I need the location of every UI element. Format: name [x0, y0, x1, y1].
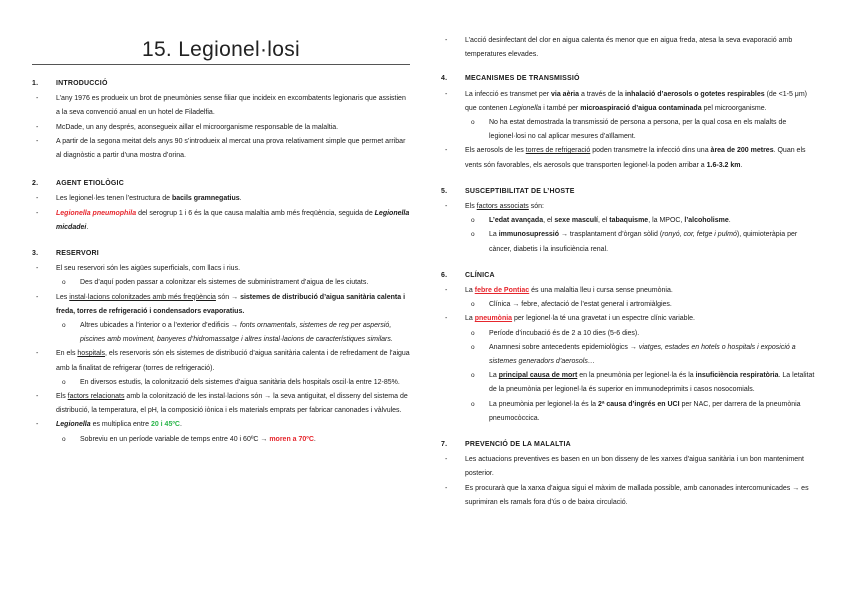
section-heading-susceptibilitat: 5. SUSCEPTIBILITAT DE L’HOSTE: [441, 187, 575, 195]
clinica-list: [441, 284, 817, 298]
agent-list: [32, 192, 410, 235]
arrow-icon: →: [264, 393, 272, 401]
list-item: o En diversos estudis, la colonització dels sistemes d’aigua sanitària dels hospitals oscil·la entre 12-85%.: [32, 376, 410, 390]
list-item: o No ha estat demostrada la transmissió de persona a persona, per la qual cosa en els malalts de legionel·losi no cal aplicar mesures d’aïllament.: [441, 116, 817, 144]
transmissio-list: [441, 88, 817, 116]
page-title: 15. Legionel·losi: [141, 38, 301, 61]
reservori-list-3: [32, 347, 410, 375]
list-item: - Legionella pneumophila del serogrup 1 i 6 és la que causa malaltia amb més freqüència, seguida de Legionella micdadei.: [32, 207, 410, 235]
list-item: - El seu reservori són les aigües superficials, com llacs i rius.: [32, 262, 410, 276]
section-heading-introduccio: 1. INTRODUCCIÓ: [32, 80, 108, 87]
clinica-list-2: [441, 312, 817, 326]
hoste-sublist: [441, 214, 817, 257]
list-item: o La principal causa de mort en la pneumònia per legionel·la és la insuficiència respiratòria. La letalitat de la pneumònia per legionel·la és superior en immunodeprimits i casos nosocomials.: [441, 369, 817, 397]
reservori-sublist: [32, 276, 410, 290]
list-item: - La pneumònia per legionel·la té una gravetat i un espectre clínic variable.: [441, 312, 817, 326]
clinica-sublist-2: [441, 327, 817, 426]
list-item: - L’any 1976 es produeix un brot de pneumònies sense filiar que incideix en excombatents legionaris que assistien a la seva convenció anual en un hotel de Filadelfia.: [32, 92, 410, 120]
list-item: o Període d’incubació és de 2 a 10 dies (5-6 dies).: [441, 327, 817, 341]
list-item: o L’edat avançada, el sexe masculí, el tabaquisme, la MPOC, l’alcoholisme.: [441, 214, 817, 228]
list-item: o La pneumònia per legionel·la és la 2ª causa d’ingrés en UCI per NAC, per darrera de la pneumònia pneumocòccica.: [441, 398, 817, 426]
title-divider: [32, 64, 410, 65]
arrow-icon: →: [260, 435, 268, 443]
list-item: o Anamnesi sobre antecedents epidemiològics → viatges, estades en hotels o hospitals i exposició a sistemes generadors d’aerosols…: [441, 341, 817, 369]
list-item: - Les legionel·les tenen l’estructura de bacils gramnegatius.: [32, 192, 410, 206]
list-item: - Les actuacions preventives es basen en un bon disseny de les xarxes d’aigua sanitària i un bon manteniment posterior.: [441, 453, 817, 481]
transmissio-sublist: [441, 116, 817, 144]
continued-list: [441, 34, 817, 62]
list-item: o Clínica → febre, afectació de l’estat general i artromiàlgies.: [441, 298, 817, 312]
list-item: - Legionella es multiplica entre 20 i 45ºC.: [32, 418, 410, 432]
list-item: - La febre de Pontiac és una malaltia lleu i cursa sense pneumònia.: [441, 284, 817, 298]
list-item: - Els factors associats són:: [441, 200, 817, 214]
list-item: - Els factors relacionats amb la colonització de les instal·lacions són → la seva antiguitat, el disseny del sistema de distribució, la temperatura, el pH, la composició iònica i els materials emprats per fabricar canonades i vàlvules.: [32, 390, 410, 418]
clinica-sublist: [441, 298, 817, 312]
arrow-icon: →: [792, 484, 800, 492]
hoste-list: [441, 200, 817, 214]
section-heading-prevencio: 7. PREVENCIÓ DE LA MALALTIA: [441, 441, 571, 449]
left-column: [32, 0, 410, 447]
arrow-icon: →: [231, 293, 239, 301]
prevencio-list: [441, 453, 817, 510]
section-heading-reservori: 3. RESERVORI: [32, 250, 99, 258]
list-item: - L’acció desinfectant del clor en aigua calenta és menor que en aigua freda, atesa la seva evaporació amb temperatures elevades.: [441, 34, 817, 62]
list-item: o La immunosupressió → trasplantament d’òrgan sòlid (ronyó, cor, fetge i pulmó), quimioteràpia per càncer, diabetis i la insuficiència renal.: [441, 228, 817, 256]
list-item: o Des d’aquí poden passar a colonitzar els sistemes de subministrament d’aigua de les ciutats.: [32, 276, 410, 290]
transmissio-list-2: [441, 144, 817, 172]
arrow-icon: →: [512, 301, 520, 309]
intro-list: [32, 92, 410, 163]
list-item: - A partir de la segona meitat dels anys 90 s’introdueix al mercat una prova relativament simple que permet arribar al diagnòstic a partir d’una mostra d’orina.: [32, 135, 410, 163]
reservori-list: [32, 262, 410, 276]
arrow-icon: →: [230, 322, 238, 330]
reservori-sublist-3: [32, 376, 410, 390]
list-item: - Es procurarà que la xarxa d’aigua sigui el màxim de mallada possible, amb canonades intercomunicades → es suprimiran els ramals fora d’ús o de baixa circulació.: [441, 482, 817, 510]
section-heading-mecanismes: 4. MECANISMES DE TRANSMISSIÓ: [441, 75, 580, 83]
arrow-icon: →: [560, 231, 568, 239]
reservori-sublist-4: [32, 433, 410, 447]
list-item: - Els aerosols de les torres de refrigeració poden transmetre la infecció dins una àrea de 200 metres. Quan els vents són favorables, els aerosols que transporten legionel·la poden arribar a 1.6-3.2 km.: [441, 144, 817, 172]
list-item: o Altres ubicades a l’interior o a l’exterior d’edificis → fonts ornamentals, sistemes de reg per aspersió, piscines amb moviment, banyeres d’hidromassatge i altres instal·lacions de característiques similars.: [32, 319, 410, 347]
list-item: - En els hospitals, els reservoris són els sistemes de distribució d’aigua sanitària calenta i de refredament de l’aigua amb la finalitat de refrigerar (torres de refrigeració).: [32, 347, 410, 375]
list-item: - La infecció es transmet per via aèria a través de la inhalació d’aerosols o gotetes respirables (de <1-5 μm) que contenen Legionella i també per microaspiració d’aigua contaminada pel microorganisme.: [441, 88, 817, 116]
right-column: [441, 0, 817, 510]
section-heading-clinica: 6. CLÍNICA: [441, 271, 495, 279]
reservori-sublist-2: [32, 319, 410, 347]
section-heading-agent-etiologic: 2. AGENT ETIOLÒGIC: [32, 180, 124, 188]
list-item: o Sobreviu en un període variable de temps entre 40 i 60ºC → moren a 70ºC.: [32, 433, 410, 447]
arrow-icon: →: [629, 343, 637, 351]
list-item: - McDade, un any després, aconsegueix aillar el microorganisme responsable de la malaltia.: [32, 121, 410, 135]
reservori-list-2: [32, 291, 410, 319]
reservori-list-4: [32, 390, 410, 433]
list-item: - Les instal·lacions colonitzades amb més freqüència són → sistemes de distribució d’aigua sanitària calenta i freda, torres de refrigeració i condensadors evaporatius.: [32, 291, 410, 319]
